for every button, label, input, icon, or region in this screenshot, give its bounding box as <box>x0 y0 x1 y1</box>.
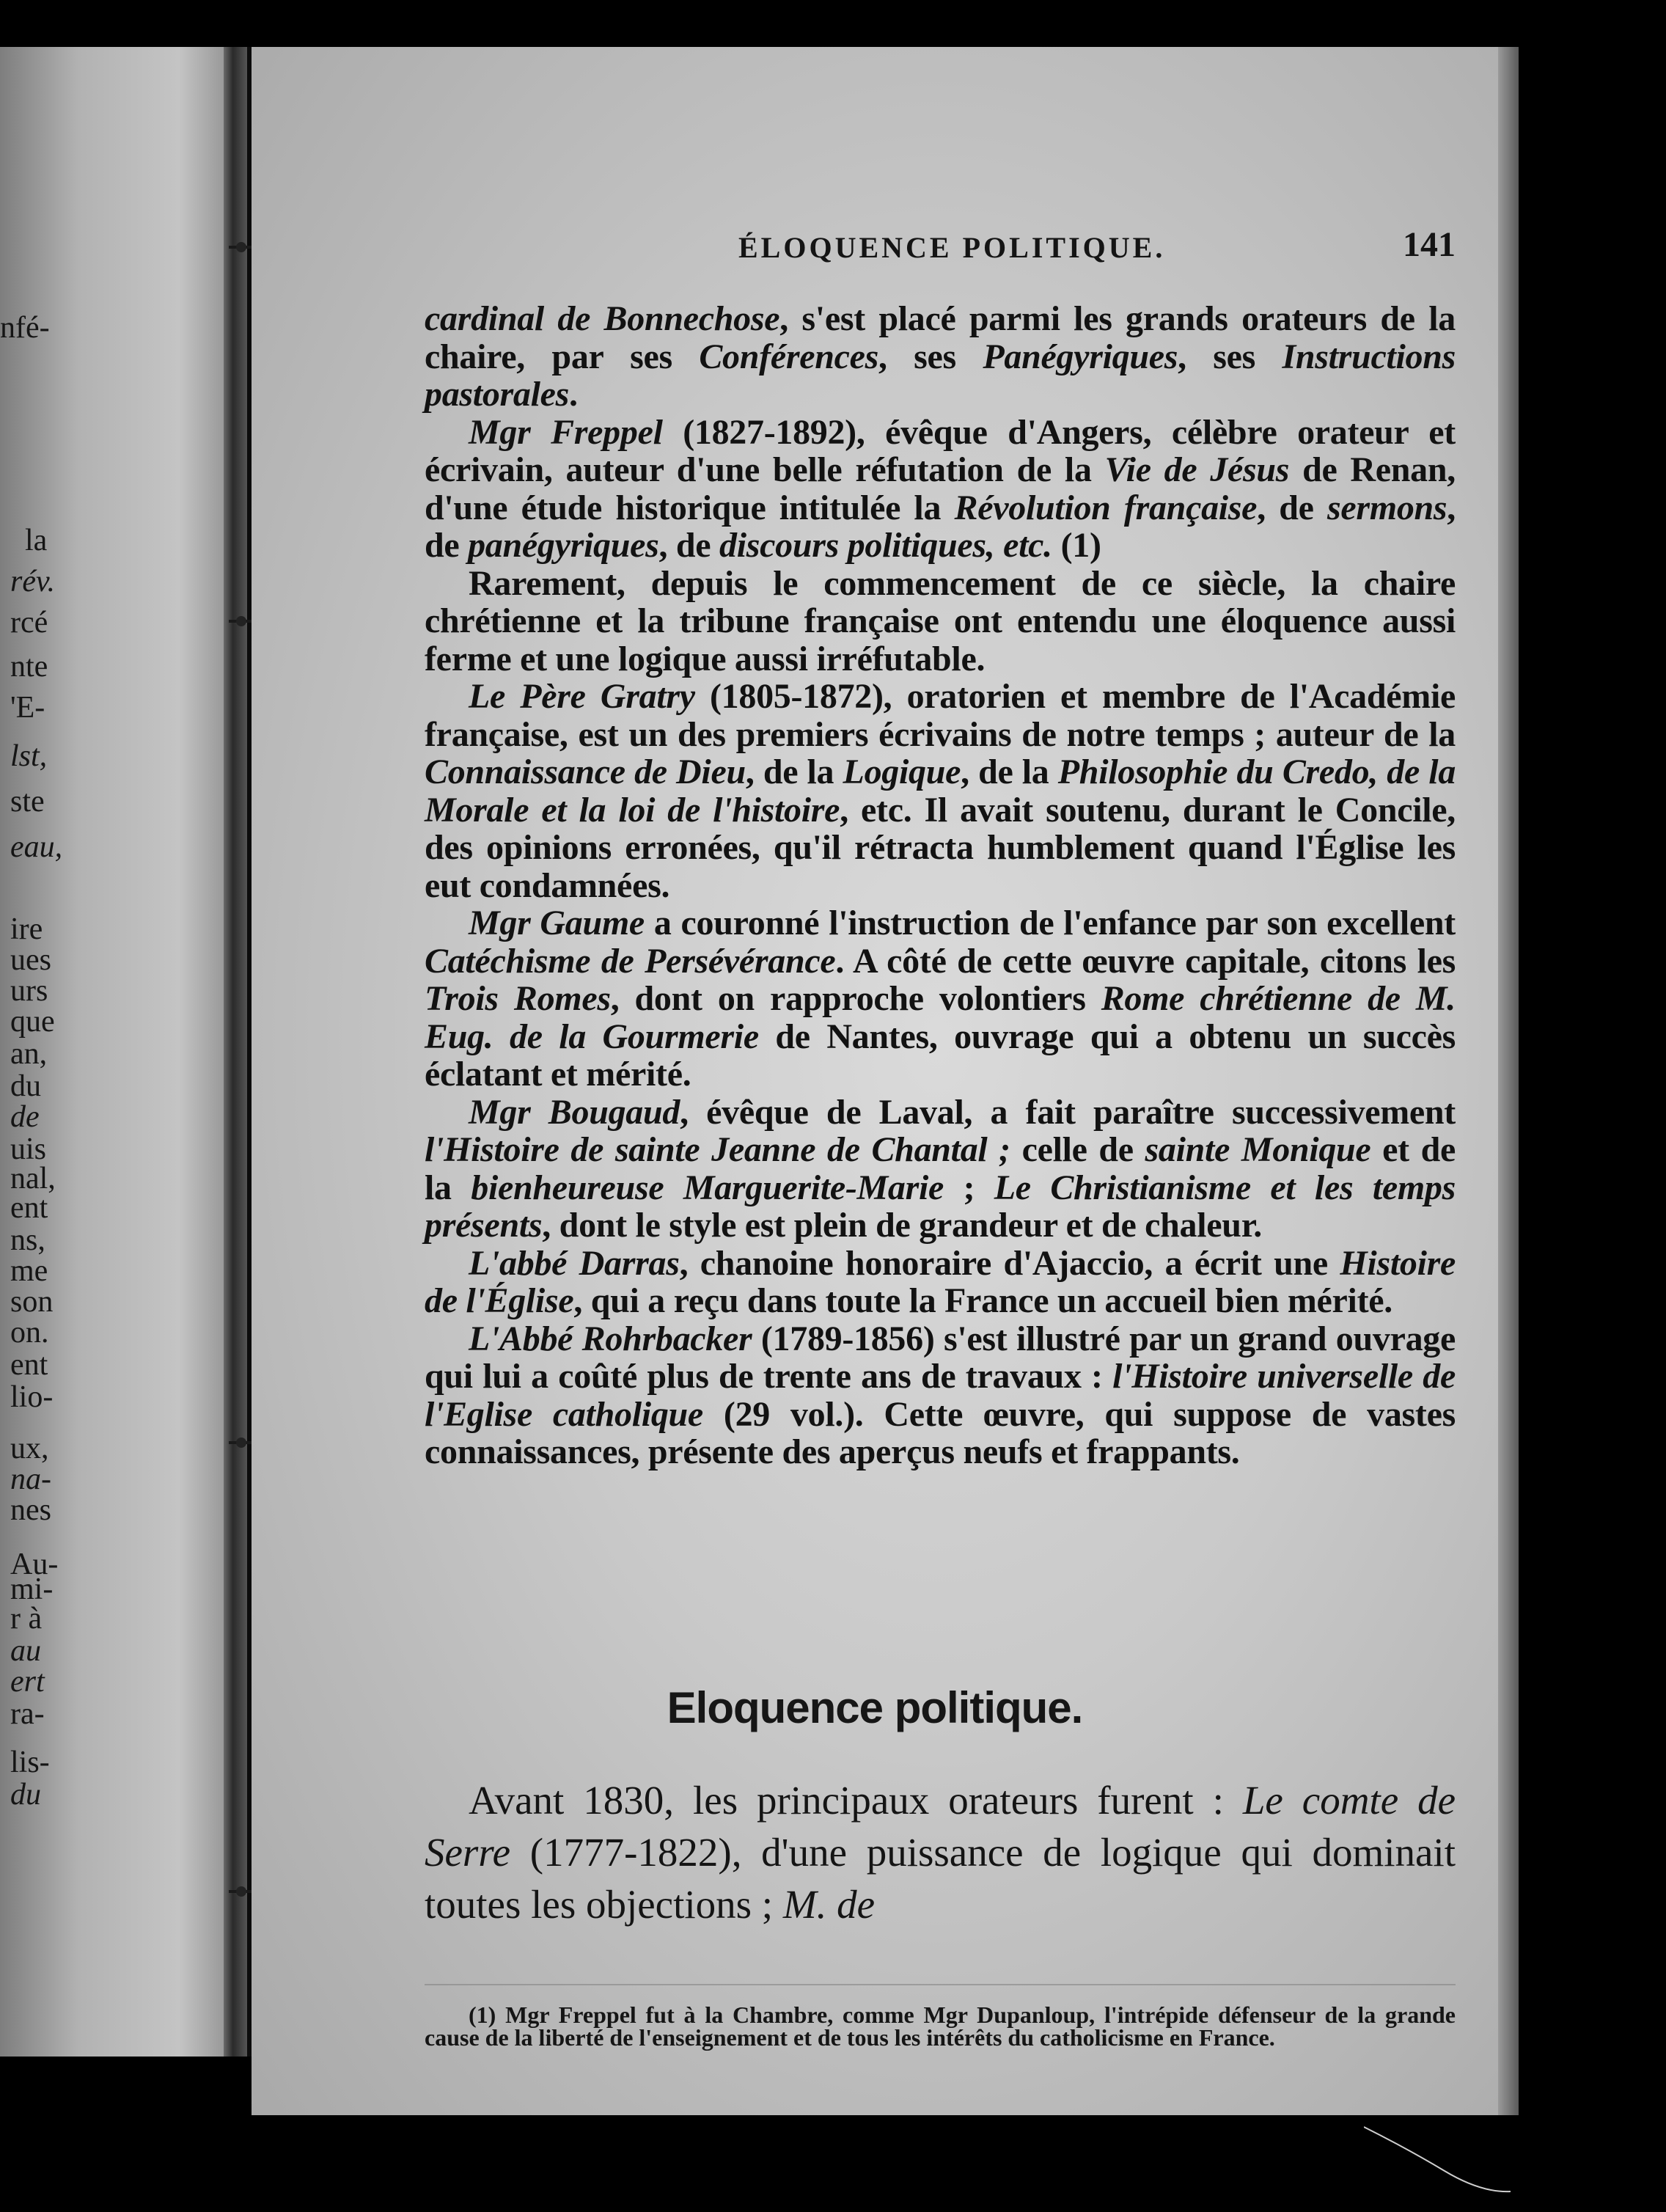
text-run: ; <box>944 1168 994 1207</box>
italic-run: sainte Monique <box>1145 1130 1371 1169</box>
left-page-fragment-line: ux, <box>10 1432 49 1465</box>
left-page-fragment-line: nes <box>10 1493 51 1527</box>
left-page-fragment-line: du <box>10 1069 41 1103</box>
left-page-fragment-line: ues <box>10 943 51 977</box>
left-page-fragment-line: na- <box>10 1462 51 1496</box>
italic-run: discours politiques, etc. <box>719 526 1052 565</box>
body-text <box>425 300 1456 1471</box>
italic-run: Panégyriques <box>983 337 1178 376</box>
section-paragraph <box>425 1774 1456 1930</box>
body-paragraph <box>425 904 1456 1094</box>
text-run: , ses <box>878 337 983 376</box>
text-run: , de <box>425 488 1456 565</box>
left-page-fragment-line: nte <box>10 650 48 684</box>
left-page-fragment-line: Au- <box>10 1548 59 1581</box>
italic-run: Mgr Bougaud <box>469 1092 680 1132</box>
text-run: , s'est placé parmi les grands orateurs de la chaire, par ses <box>425 299 1456 376</box>
italic-run: Catéchisme de Persévérance <box>425 941 836 981</box>
text-run: et de la <box>425 1130 1456 1207</box>
left-page-fragment-line: mi- <box>10 1572 54 1606</box>
running-head: ÉLOQUENCE POLITIQUE. <box>738 231 1166 264</box>
italic-run: Mgr Gaume <box>469 904 645 942</box>
section-title: Eloquence politique. <box>667 1683 1083 1732</box>
left-page-fragment-line: la <box>25 524 48 557</box>
text-run: de Renan, d'une étude historique intitulée la <box>425 450 1456 527</box>
italic-run: Mgr Freppel <box>469 412 663 452</box>
text-run: (1777-1822), d'une puissance de logique qui dominait toutes les objections ; <box>425 1830 1456 1927</box>
text-run: , ses <box>1178 337 1282 376</box>
left-page-fragment <box>0 47 224 2057</box>
left-page-fragment-line: ent <box>10 1348 48 1382</box>
italic-run: bienheureuse Marguerite-Marie <box>471 1168 944 1207</box>
italic-run: Rome chrétienne de M. Eug. de la Gourmerie <box>425 979 1456 1056</box>
left-page-fragment-line: ns, <box>10 1223 45 1257</box>
italic-run: Conférences <box>699 337 878 376</box>
left-page-fragment-line: ra- <box>10 1697 45 1731</box>
italic-run: Instructions pastorales <box>425 337 1456 414</box>
left-page-fragment-line: ent <box>10 1191 48 1225</box>
text-run: , évêque de Laval, a fait paraître successivement <box>680 1092 1456 1132</box>
left-page-fragment-line: on. <box>10 1316 49 1349</box>
body-paragraph <box>425 1245 1456 1320</box>
left-page-fragment-line: rév. <box>10 565 56 598</box>
italic-run: l'Histoire universelle de l'Eglise catholique <box>425 1357 1456 1434</box>
page-edge <box>1498 47 1519 2115</box>
text-run: Rarement, depuis le commencement de ce siècle, la chaire chrétienne et la tribune française ont entendu une éloquence aussi ferme et une logique aussi irréfutable. <box>425 563 1456 678</box>
left-page-fragment-line: urs <box>10 974 48 1008</box>
text-run: , de la <box>961 752 1058 791</box>
body-paragraph <box>425 300 1456 414</box>
left-page-fragment-line: que <box>10 1005 55 1039</box>
left-page-fragment-line: r à <box>10 1602 43 1636</box>
footnote-rule <box>425 1983 1456 1986</box>
text-run: , de <box>658 526 720 565</box>
left-page-fragment-line: au <box>10 1634 41 1668</box>
italic-run: Révolution française <box>954 488 1258 527</box>
left-page-fragment-line: de <box>10 1100 40 1134</box>
text-run: . A côté de cette œuvre capitale, citons les <box>835 941 1456 981</box>
italic-run: panégyriques <box>468 526 659 565</box>
italic-run: Trois Romes <box>425 979 611 1018</box>
text-run: , de <box>1257 488 1328 527</box>
left-page-fragment-line: rcé <box>10 606 48 640</box>
left-page-fragment-line: eau, <box>10 830 63 864</box>
italic-run: Logique <box>843 752 961 791</box>
left-page-fragment-line: lio- <box>10 1380 54 1414</box>
italic-run: Le Christianisme et les temps présents <box>425 1168 1456 1245</box>
text-run: (29 vol.). Cette œuvre, qui suppose de vastes connaissances, présente des aperçus neufs et frappants. <box>425 1394 1456 1471</box>
left-page-fragment-line: lis- <box>10 1746 50 1779</box>
text-run: , etc. Il avait soutenu, durant le Concile, des opinions erronées, qu'il rétracta humblement quand l'Église les eut condamnées. <box>425 790 1456 905</box>
section-text <box>425 1774 1456 1930</box>
left-page-fragment-line: an, <box>10 1037 48 1071</box>
text-run: (1827-1892), évêque d'Angers, célèbre orateur et écrivain, auteur d'une belle réfutation de la <box>425 412 1456 489</box>
book-gutter <box>224 47 247 2057</box>
left-page-fragment-line: lst, <box>10 739 48 773</box>
left-page-fragment-line: nal, <box>10 1162 56 1195</box>
italic-run: M. de <box>782 1882 876 1927</box>
left-page-fragment-line: du <box>10 1778 41 1812</box>
text-run: Avant 1830, les principaux orateurs furent : <box>469 1778 1243 1823</box>
italic-run: cardinal de Bonnechose <box>425 299 780 338</box>
italic-run: L'Abbé Rohrbacker <box>469 1319 752 1358</box>
page-number: 141 <box>1403 225 1456 264</box>
text-run: (1) <box>1052 526 1101 565</box>
left-page-fragment-line: nfé- <box>0 311 50 345</box>
text-run: , chanoine honoraire d'Ajaccio, a écrit une <box>679 1243 1340 1283</box>
left-page-fragment-line: son <box>10 1285 54 1319</box>
text-run: , de la <box>745 752 843 791</box>
text-run: . <box>569 375 578 414</box>
italic-run: L'abbé Darras <box>469 1243 680 1283</box>
left-page-fragment-line: me <box>10 1254 48 1288</box>
body-paragraph <box>425 1094 1456 1245</box>
text-run: de Nantes, ouvrage qui a obtenu un succès éclatant et mérité. <box>425 1017 1456 1094</box>
left-page-fragment-line: ire <box>10 912 43 946</box>
left-page-fragment-line: uis <box>10 1132 47 1166</box>
text-run: celle de <box>1010 1130 1145 1169</box>
text-run: , dont le style est plein de grandeur et de chaleur. <box>542 1206 1262 1245</box>
italic-run: Le comte de Serre <box>425 1778 1456 1875</box>
italic-run: Philosophie du Credo, de la Morale et la loi de l'histoire <box>425 752 1456 830</box>
left-page-fragment-line: ert <box>10 1665 45 1699</box>
italic-run: Histoire de l'Église <box>425 1243 1456 1320</box>
body-paragraph <box>425 1320 1456 1471</box>
text-run: , qui a reçu dans toute la France un accueil bien mérité. <box>573 1281 1392 1320</box>
right-page <box>252 47 1498 2115</box>
body-paragraph <box>425 565 1456 678</box>
page-header <box>252 225 1498 274</box>
scan-scratch-mark <box>1364 2120 1511 2193</box>
body-paragraph <box>425 678 1456 904</box>
text-run: a couronné l'instruction de l'enfance par son excellent <box>644 904 1456 942</box>
italic-run: Le Père Gratry <box>469 677 695 716</box>
text-run: , dont on rapproche volontiers <box>610 979 1101 1018</box>
italic-run: Vie de Jésus <box>1104 450 1290 489</box>
text-run: (1805-1872), oratorien et membre de l'Académie française, est un des premiers écrivains de notre temps ; auteur de la <box>425 677 1456 754</box>
left-page-fragment-line: 'E- <box>10 691 45 725</box>
italic-run: l'Histoire de sainte Jeanne de Chantal ; <box>425 1130 1010 1169</box>
footnote <box>425 2004 1456 2049</box>
italic-run: sermons <box>1327 488 1447 527</box>
left-page-fragment-line: ste <box>10 785 45 818</box>
italic-run: Connaissance de Dieu <box>425 752 746 791</box>
footnote-text: (1) Mgr Freppel fut à la Chambre, comme Mgr Dupanloup, l'intrépide défenseur de la grande cause de la liberté de l'enseignement et de tous les intérêts du catholicisme en France. <box>425 2002 1456 2051</box>
body-paragraph <box>425 414 1456 565</box>
text-run: (1789-1856) s'est illustré par un grand ouvrage qui lui a coûté plus de trente ans de travaux : <box>425 1319 1456 1396</box>
